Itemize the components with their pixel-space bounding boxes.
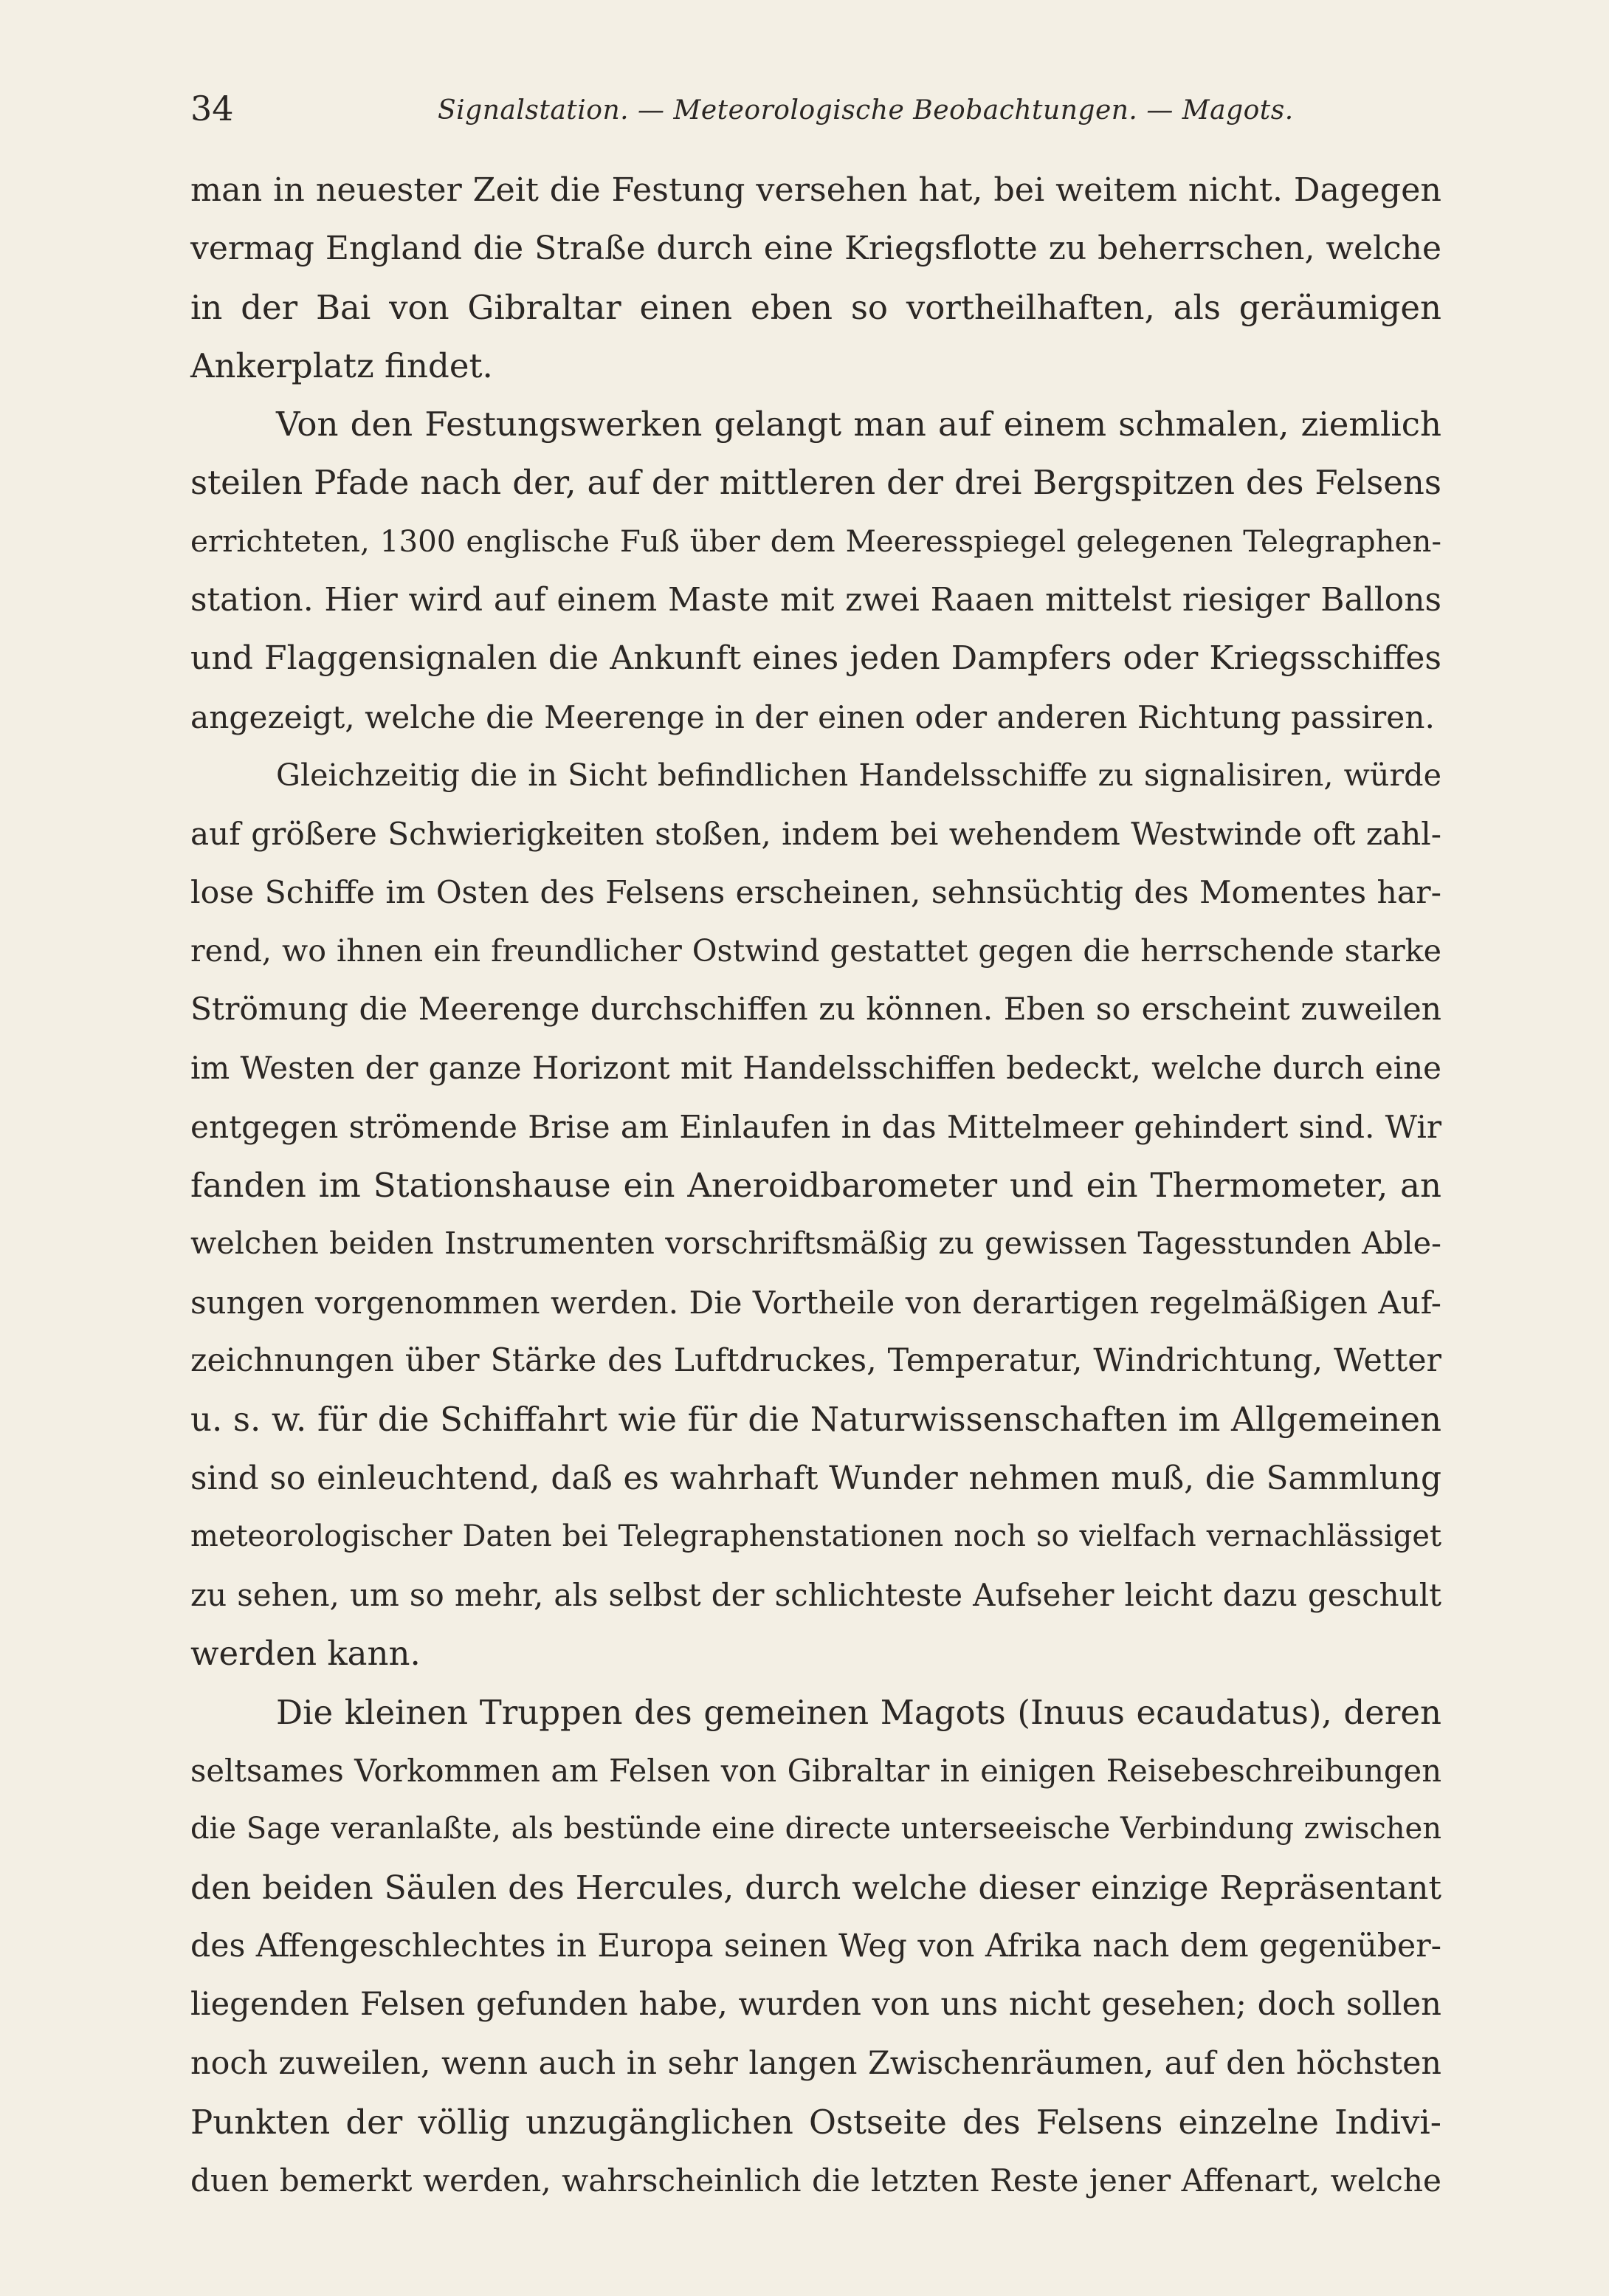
text-line: fanden im Stationshause ein Aneroidbarometer und ein Thermometer, an xyxy=(190,1166,1441,1206)
text-line: vermag England die Straße durch eine Kriegsflotte zu beherrschen, welche xyxy=(190,230,1441,268)
text-line: sind so einleuchtend, daß es wahrhaft Wunder nehmen muß, die Sammlung xyxy=(190,1459,1441,1497)
text-line: und Flaggensignalen die Ankunft eines jeden Dampfers oder Kriegsschiffes xyxy=(190,639,1441,678)
text-line: welchen beiden Instrumenten vorschriftsmäßig zu gewissen Tagesstunden Able- xyxy=(190,1226,1441,1262)
text-line: Gleichzeitig die in Sicht befindlichen Handelsschiffe zu signalisiren, würde xyxy=(276,757,1441,793)
paragraph xyxy=(190,161,1441,395)
running-title: Signalstation. — Meteorologische Beobachtungen. — Magots. xyxy=(438,95,1294,126)
text-line: Punkten der völlig unzugänglichen Ostseite des Felsens einzelne Indivi- xyxy=(190,2102,1441,2142)
text-line: meteorologischer Daten bei Telegraphenstationen noch so vielfach vernachlässiget xyxy=(190,1519,1441,1553)
text-line: entgegen strömende Brise am Einlaufen in das Mittelmeer gehindert sind. Wir xyxy=(190,1108,1441,1145)
paragraph xyxy=(190,395,1441,746)
paragraph xyxy=(190,1683,1441,2210)
text-line: auf größere Schwierigkeiten stoßen, indem bei wehendem Westwinde oft zahl- xyxy=(190,816,1441,853)
text-line: Die kleinen Truppen des gemeinen Magots (Inuus ecaudatus), deren xyxy=(276,1692,1441,1732)
text-line: liegenden Felsen gefunden habe, wurden von uns nicht gesehen; doch sollen xyxy=(190,1986,1441,2024)
text-line: den beiden Säulen des Hercules, durch welche dieser einzige Repräsentant xyxy=(190,1869,1441,1907)
text-line: u. s. w. für die Schiffahrt wie für die Naturwissenschaften im Allgemeinen xyxy=(190,1400,1441,1440)
text-line: Strömung die Meerenge durchschiffen zu können. Eben so erscheint zuweilen xyxy=(190,991,1441,1028)
text-line: steilen Pfade nach der, auf der mittleren der drei Bergspitzen des Felsens xyxy=(190,463,1441,503)
text-line: errichteten, 1300 englische Fuß über dem Meeresspiegel gelegenen Telegraphen- xyxy=(190,523,1441,559)
text-line: rend, wo ihnen ein freundlicher Ostwind gestattet gegen die herrschende starke xyxy=(190,932,1441,969)
text-line: zeichnungen über Stärke des Luftdruckes, Temperatur, Windrichtung, Wetter xyxy=(190,1341,1441,1379)
text-line: man in neuester Zeit die Festung versehen hat, bei weitem nicht. Dagegen xyxy=(190,171,1441,209)
text-line: sungen vorgenommen werden. Die Vortheile von derartigen regelmäßigen Auf- xyxy=(190,1284,1441,1321)
text-line: in der Bai von Gibraltar einen eben so vortheilhaften, als geräumigen xyxy=(190,287,1441,327)
text-line: Ankerplatz findet. xyxy=(190,346,493,385)
text-line: noch zuweilen, wenn auch in sehr langen Zwischenräumen, auf den höchsten xyxy=(190,2044,1441,2082)
text-line: station. Hier wird auf einem Maste mit zwei Raaen mittelst riesiger Ballons xyxy=(190,581,1441,619)
text-line: im Westen der ganze Horizont mit Handelsschiffen bedeckt, welche durch eine xyxy=(190,1050,1441,1087)
running-head xyxy=(190,83,1441,134)
text-line: seltsames Vorkommen am Felsen von Gibraltar in einigen Reisebeschreibungen xyxy=(190,1753,1441,1790)
text-line: zu sehen, um so mehr, als selbst der schlichteste Aufseher leicht dazu geschult xyxy=(190,1577,1441,1614)
page-number: 34 xyxy=(190,89,234,128)
text-line: des Affengeschlechtes in Europa seinen Weg von Afrika nach dem gegenüber- xyxy=(190,1927,1441,1965)
paragraph xyxy=(190,746,1441,1683)
body-text xyxy=(190,161,1441,2210)
text-line: lose Schiffe im Osten des Felsens erscheinen, sehnsüchtig des Momentes har- xyxy=(190,874,1441,911)
text-line: werden kann. xyxy=(190,1634,421,1674)
text-line: die Sage veranlaßte, als bestünde eine directe unterseeische Verbindung zwischen xyxy=(190,1812,1441,1846)
text-line: angezeigt, welche die Meerenge in der einen oder anderen Richtung passiren. xyxy=(190,698,1435,735)
text-line: Von den Festungswerken gelangt man auf einem schmalen, ziemlich xyxy=(276,405,1441,444)
text-line: duen bemerkt werden, wahrscheinlich die letzten Reste jener Affenart, welche xyxy=(190,2162,1441,2199)
